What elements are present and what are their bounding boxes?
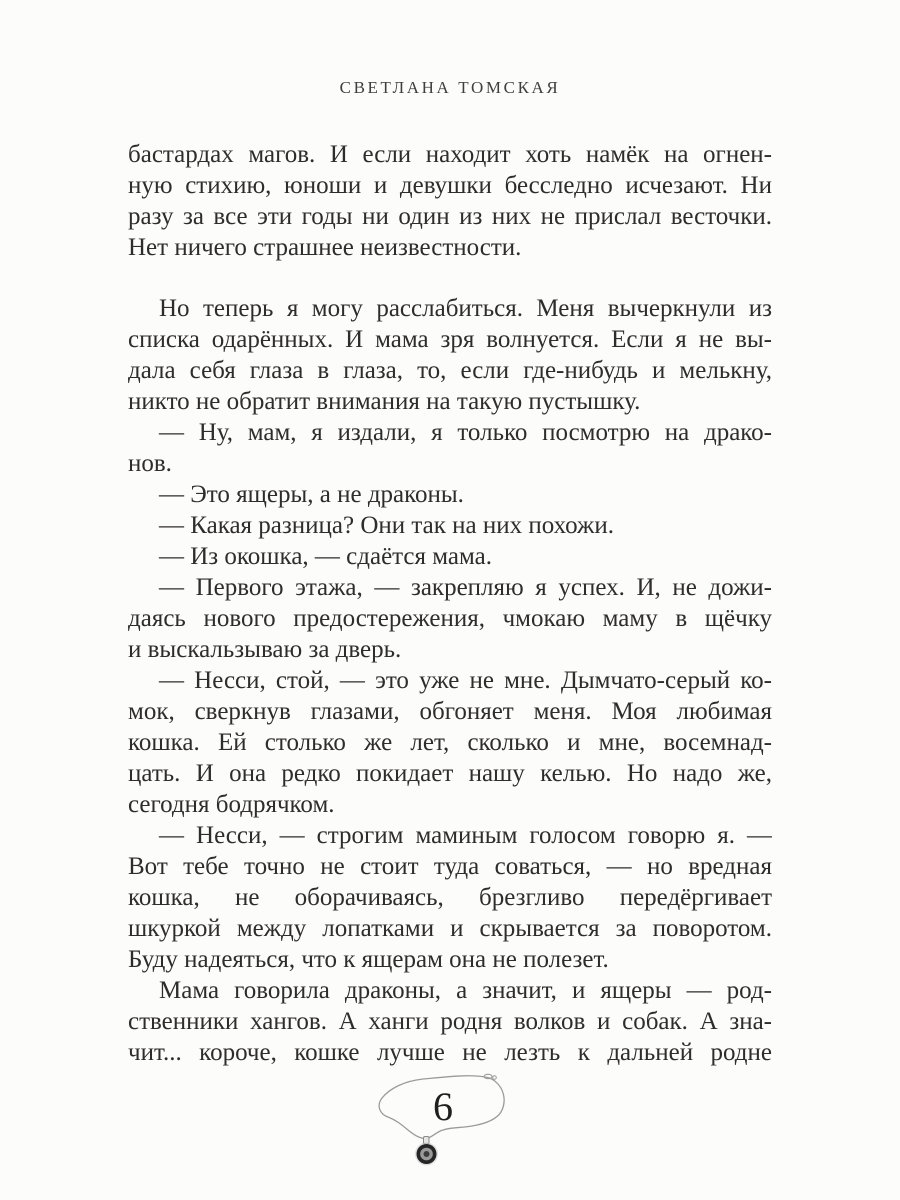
text-line: цать. И она редко покидает нашу келью. Но надо же, bbox=[128, 760, 772, 787]
page-footer-ornament bbox=[350, 1070, 520, 1180]
paragraph bbox=[128, 293, 772, 417]
text-line: нов. bbox=[128, 450, 172, 477]
paragraph bbox=[128, 975, 772, 1068]
text-line: — Несси, — строгим маминым голосом говорю я. — bbox=[159, 822, 772, 849]
text-line: Буду надеяться, что к ящерам она не полезет. bbox=[128, 946, 609, 973]
text-line: мок, сверкнув глазами, обгоняет меня. Моя любимая bbox=[128, 698, 772, 725]
text-line: сегодня бодрячком. bbox=[128, 791, 335, 818]
paragraph bbox=[128, 417, 772, 479]
text-line: дала себя глаза в глаза, то, если где-нибудь и мелькну, bbox=[128, 357, 772, 384]
text-line: бастардах магов. И если находит хоть намёк на огнен- bbox=[128, 141, 772, 168]
text-line: ную стихию, юноши и девушки бесследно исчезают. Ни bbox=[128, 172, 772, 199]
text-line: шкуркой между лопатками и скрывается за поворотом. bbox=[128, 915, 772, 942]
text-line: — Какая разница? Они так на них похожи. bbox=[159, 512, 614, 539]
text-line: даясь нового предостережения, чмокаю маму в щёчку bbox=[128, 605, 772, 632]
text-line: — Первого этажа, — закрепляю я успех. И, не дожи- bbox=[159, 574, 772, 601]
paragraph bbox=[128, 479, 772, 510]
text-line: Мама говорила драконы, а значит, и ящеры — род- bbox=[159, 977, 772, 1004]
text-line: — Из окошка, — сдаётся мама. bbox=[159, 543, 492, 570]
text-line: кошка. Ей столько же лет, сколько и мне, восемнад- bbox=[128, 729, 772, 756]
text-line: — Ну, мам, я издали, я только посмотрю на драко- bbox=[159, 419, 772, 446]
body-text bbox=[128, 139, 772, 1068]
text-line: чит... короче, кошке лучше не лезть к дальней родне bbox=[128, 1039, 772, 1066]
text-line: — Несси, стой, — это уже не мне. Дымчато-серый ко- bbox=[159, 667, 772, 694]
paragraph bbox=[128, 572, 772, 665]
text-line: разу за все эти годы ни один из них не прислал весточки. bbox=[128, 203, 772, 230]
clasp-ring-icon bbox=[493, 1076, 497, 1080]
paragraph bbox=[128, 541, 772, 572]
paragraph bbox=[128, 139, 772, 263]
text-line: Но теперь я могу расслабиться. Меня вычеркнули из bbox=[159, 295, 772, 322]
text-line: кошка, не оборачиваясь, брезгливо передёргивает bbox=[128, 884, 772, 911]
text-line: ственники хангов. А ханги родня волков и собак. А зна- bbox=[128, 1008, 772, 1035]
text-line: списка одарённых. И мама зря волнуется. Если я не вы- bbox=[128, 326, 772, 353]
text-line: Нет ничего страшнее неизвестности. bbox=[128, 234, 522, 261]
text-line: и выскальзываю за дверь. bbox=[128, 636, 402, 663]
paragraph bbox=[128, 510, 772, 541]
necklace-icon bbox=[350, 1070, 520, 1180]
text-line: Вот тебе точно не стоит туда соваться, — но вредная bbox=[128, 853, 772, 880]
text-line: — Это ящеры, а не драконы. bbox=[159, 481, 464, 508]
text-line: никто не обратит внимания на такую пустышку. bbox=[128, 388, 641, 415]
page-number: 6 bbox=[433, 1084, 453, 1129]
running-head-author: СВЕТЛАНА ТОМСКАЯ bbox=[339, 78, 561, 97]
paragraph bbox=[128, 820, 772, 975]
pendant-icon bbox=[415, 1143, 438, 1166]
paragraph bbox=[128, 665, 772, 820]
